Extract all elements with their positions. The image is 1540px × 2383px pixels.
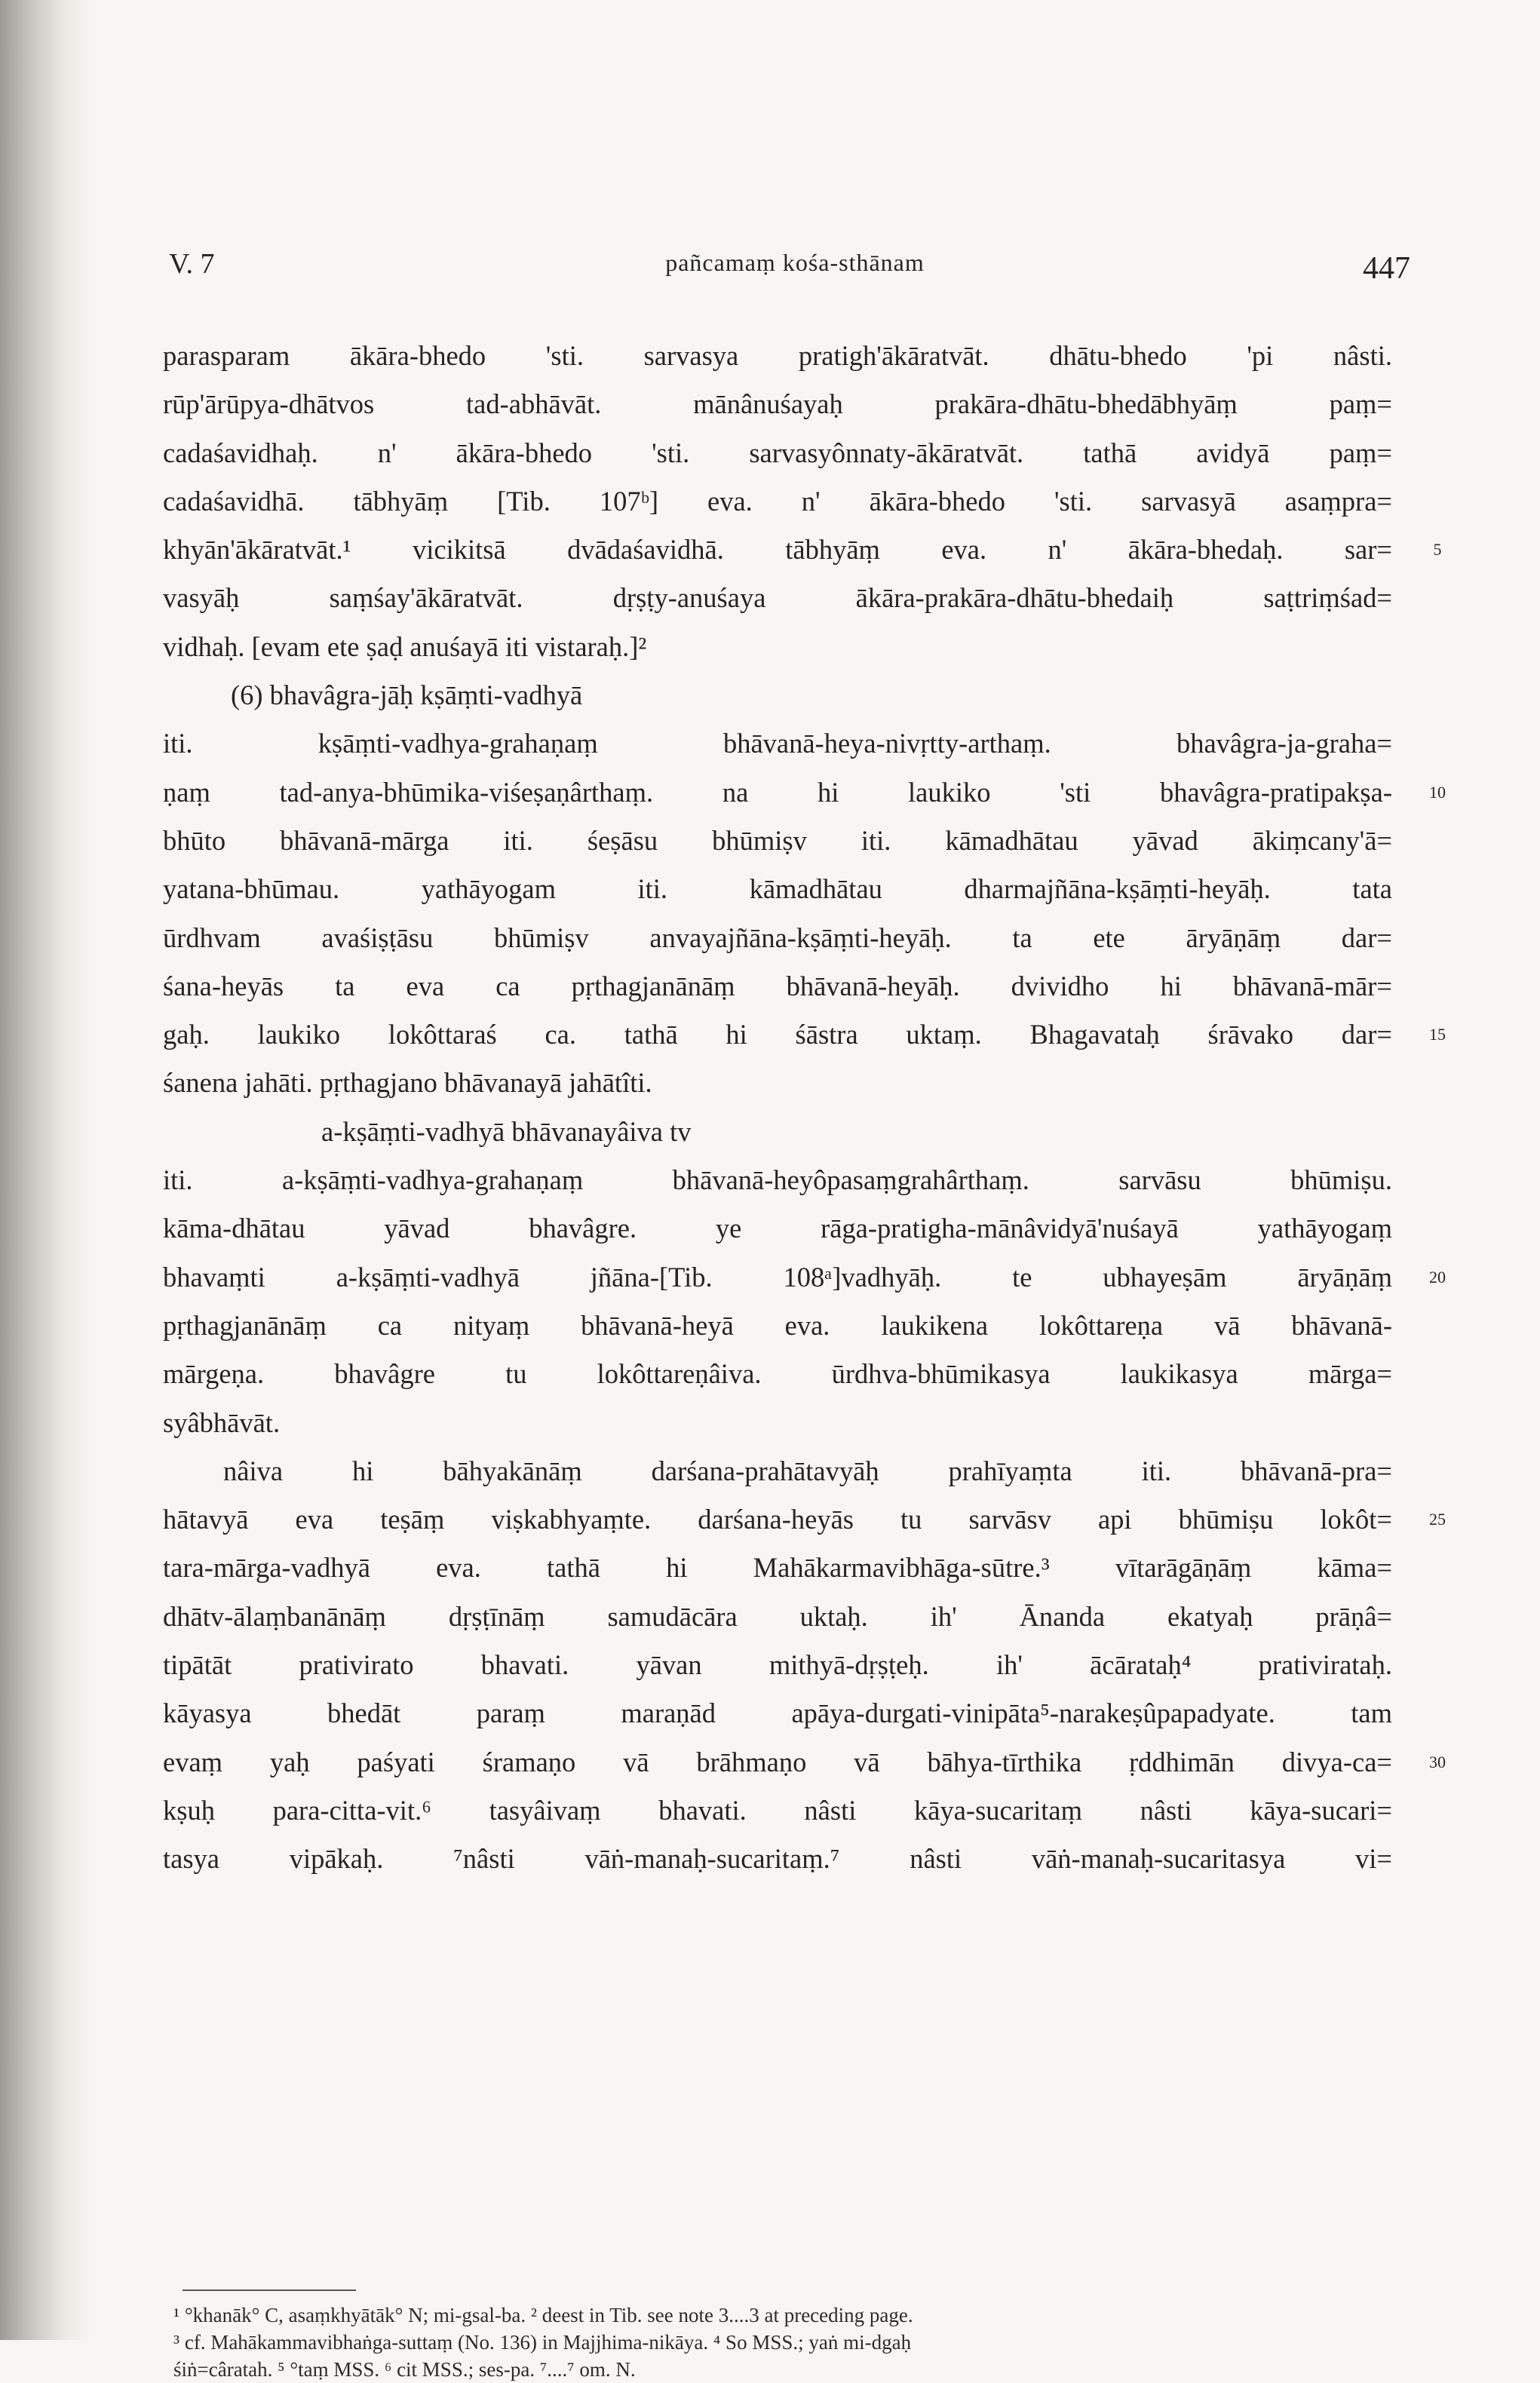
text-line: śanena jahāti. pṛthagjano bhāvanayā jahātîti.: [163, 1067, 652, 1099]
verse-line: (6) bhavâgra-jāḥ kṣāṃti-vadhyā: [231, 679, 583, 711]
text-line: tipātāt prativirato bhavati. yāvan mithyā-dṛṣṭeḥ. ih' ācārataḥ⁴ prativirataḥ.: [163, 1649, 1392, 1681]
text-line: kāma-dhātau yāvad bhavâgre. ye rāga-pratigha-mānâvidyā'nuśayā yathāyogaṃ: [163, 1213, 1392, 1244]
text-line: ṇaṃ tad-anya-bhūmika-viśeṣaṇârthaṃ. na hi laukiko 'sti bhavâgra-pratipakṣa-: [163, 776, 1392, 808]
footnotes: [173, 2302, 1365, 2383]
running-header: [169, 247, 1421, 293]
text-line: kāyasya bhedāt paraṃ maraṇād apāya-durgati-vinipāta⁵-narakeṣûpapadyate. tam: [163, 1698, 1392, 1729]
footnote-line: ³ cf. Mahākammavibhaṅga-suttaṃ (No. 136) in Majjhima-nikāya. ⁴ So MSS.; yaṅ mi-dgaḥ: [173, 2331, 912, 2354]
line-number: 15: [1429, 1025, 1446, 1044]
text-line: śana-heyās ta eva ca pṛthagjanānāṃ bhāvanā-heyāḥ. dvividho hi bhāvanā-mār=: [163, 970, 1392, 1001]
text-line: tara-mārga-vadhyā eva. tathā hi Mahākarmavibhāga-sūtre.³ vītarāgāṇāṃ kāma=: [163, 1552, 1392, 1584]
line-number: 10: [1429, 782, 1446, 802]
text-line: vasyāḥ saṃśay'ākāratvāt. dṛṣṭy-anuśaya ākāra-prakāra-dhātu-bhedaiḥ saṭtriṃśad=: [163, 582, 1392, 614]
verse-line: a-kṣāṃti-vadhyā bhāvanayâiva tv: [321, 1115, 692, 1147]
text-line: evaṃ yaḥ paśyati śramaṇo vā brāhmaṇo vā bāhya-tīrthika ṛddhimān divya-ca=: [163, 1746, 1392, 1777]
text-line: pṛthagjanānāṃ ca nityaṃ bhāvanā-heyā eva. laukikena lokôttareṇa vā bhāvanā-: [163, 1309, 1392, 1341]
text-line: tasya vipākaḥ. ⁷nâsti vāṅ-manaḥ-sucaritaṃ.⁷ nâsti vāṅ-manaḥ-sucaritasya vi=: [163, 1843, 1392, 1875]
text-line: nâiva hi bāhyakānāṃ darśana-prahātavyāḥ prahīyaṃta iti. bhāvanā-pra=: [223, 1455, 1392, 1486]
text-line: dhātv-ālaṃbanānāṃ dṛṣṭīnāṃ samudācāra uktaḥ. ih' Ānanda ekatyaḥ prāṇâ=: [163, 1600, 1392, 1632]
main-text: [163, 332, 1392, 1884]
text-line: hātavyā eva teṣāṃ viṣkabhyaṃte. darśana-heyās tu sarvāsv api bhūmiṣu lokôt=: [163, 1504, 1392, 1535]
text-line: cadaśavidhā. tābhyāṃ [Tib. 107ᵇ] eva. n' ākāra-bhedo 'sti. sarvasyā asaṃpra=: [163, 485, 1392, 517]
text-line: khyān'ākāratvāt.¹ vicikitsā dvādaśavidhā. tābhyāṃ eva. n' ākāra-bhedaḥ. sar=: [163, 534, 1392, 566]
text-line: bhavaṃti a-kṣāṃti-vadhyā jñāna-[Tib. 108ᵃ]vadhyāḥ. te ubhayeṣām āryāṇāṃ: [163, 1261, 1392, 1293]
footnote-rule: [183, 2289, 356, 2291]
text-line: gaḥ. laukiko lokôttaraś ca. tathā hi śāstra uktaṃ. Bhagavataḥ śrāvako dar=: [163, 1019, 1392, 1050]
text-line: mārgeṇa. bhavâgre tu lokôttareṇâiva. ūrdhva-bhūmikasya laukikasya mārga=: [163, 1358, 1392, 1390]
text-line: vidhaḥ. [evam ete ṣaḍ anuśayā iti vistaraḥ.]²: [163, 630, 647, 662]
text-line: cadaśavidhaḥ. n' ākāra-bhedo 'sti. sarvasyônnaty-ākāratvāt. tathā avidyā paṃ=: [163, 437, 1392, 468]
line-number: 5: [1433, 540, 1442, 560]
line-number: 30: [1429, 1752, 1446, 1771]
line-number: 25: [1429, 1510, 1446, 1529]
text-line: syâbhāvāt.: [163, 1406, 281, 1438]
text-line: ūrdhvam avaśiṣṭāsu bhūmiṣv anvayajñāna-kṣāṃti-heyāḥ. ta ete āryāṇāṃ dar=: [163, 922, 1392, 953]
line-number: 20: [1429, 1267, 1446, 1287]
text-line: rūp'ārūpya-dhātvos tad-abhāvāt. mānânuśayaḥ prakāra-dhātu-bhedābhyāṃ paṃ=: [163, 388, 1392, 420]
text-line: parasparam ākāra-bhedo 'sti. sarvasya pratigh'ākāratvāt. dhātu-bhedo 'pi nâsti.: [163, 340, 1392, 371]
page-number: 447: [1363, 251, 1410, 286]
text-line: yatana-bhūmau. yathāyogam iti. kāmadhātau dharmajñāna-kṣāṃti-heyāḥ. tata: [163, 873, 1392, 905]
footnote-line: ¹ °khanāk° C, asaṃkhyātāk° N; mi-gsal-ba. ² deest in Tib. see note 3....3 at preceding page.: [173, 2304, 913, 2326]
footnote-line: śiṅ=câratah. ⁵ °taṃ MSS. ⁶ cit MSS.; ses-pa. ⁷....⁷ om. N.: [173, 2358, 636, 2381]
text-line: iti. kṣāṃti-vadhya-grahaṇaṃ bhāvanā-heya-nivṛtty-arthaṃ. bhavâgra-ja-graha=: [163, 728, 1392, 759]
text-line: bhūto bhāvanā-mārga iti. śeṣāsu bhūmiṣv iti. kāmadhātau yāvad ākiṃcany'ā=: [163, 824, 1392, 856]
section-number: V. 7: [169, 248, 215, 280]
page-binding-shadow: [0, 0, 90, 2340]
running-title: pañcamaṃ kośa-sthānam: [665, 249, 925, 276]
line-number-margin: [1415, 332, 1460, 1786]
text-line: kṣuḥ para-citta-vit.⁶ tasyâivaṃ bhavati. nâsti kāya-sucaritaṃ nâsti kāya-sucari=: [163, 1794, 1392, 1826]
text-line: iti. a-kṣāṃti-vadhya-grahaṇaṃ bhāvanā-heyôpasaṃgrahârthaṃ. sarvāsu bhūmiṣu.: [163, 1164, 1392, 1196]
